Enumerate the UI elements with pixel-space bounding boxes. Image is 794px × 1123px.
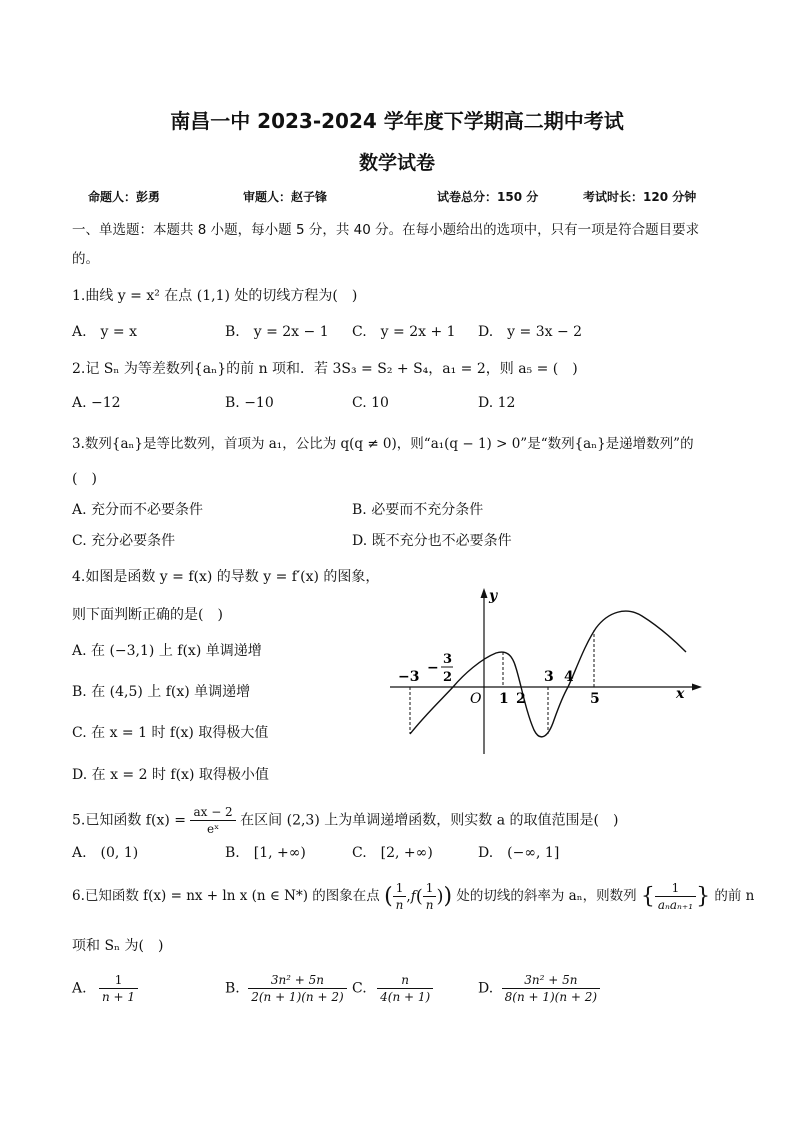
reviewer-info: 审题人：赵子锋 (243, 190, 328, 204)
tick-label-minus3: −3 (398, 669, 420, 685)
question-5-suffix: 在区间 (2,3) 上为单调递增函数，则实数 a 的取值范围是( ) (240, 812, 619, 829)
duration-info: 考试时长：120 分钟 (583, 190, 697, 204)
question-2-text: 2.记 Sₙ 为等差数列{aₙ}的前 n 项和．若 3S₃ = S₂ + S₄，a₁ = 2，则 a₅ = ( ) (72, 361, 578, 377)
question-5-frac-num: ax − 2 (190, 804, 235, 821)
question-6-text-cont: 项和 Sₙ 为( ) (72, 938, 164, 954)
question-4-option-a: A. 在 (−3,1) 上 f(x) 单调递增 (72, 643, 262, 659)
question-2-option-c: C. 10 (352, 395, 389, 411)
question-5-option-a: A. (0, 1) (72, 845, 139, 861)
question-3-option-b: B. 必要而不充分条件 (352, 502, 484, 518)
tick-label-1: 1 (499, 691, 509, 707)
derivative-graph (386, 584, 710, 760)
total-score-info: 试卷总分：150 分 (437, 190, 539, 204)
question-6-option-d: D. $\frac{\text{3n² + 5n}}{8(n + 1)(n + 2)}$ (478, 972, 600, 1005)
question-3-option-a: A. 充分而不必要条件 (72, 502, 204, 518)
y-axis-label: y (489, 588, 498, 604)
question-1-option-b: B. y = 2x − 1 (225, 324, 329, 340)
tick-label-4: 4 (564, 669, 574, 685)
question-5-fraction (190, 804, 235, 837)
question-6-point-x: $\frac{1}{n}$ (393, 880, 407, 913)
question-5-text (72, 804, 618, 837)
question-4-option-d: D. 在 x = 2 时 f(x) 取得极小值 (72, 767, 269, 783)
question-4-option-c: C. 在 x = 1 时 f(x) 取得极大值 (72, 725, 269, 741)
question-3-text-cont: ( ) (72, 471, 97, 487)
question-1-text: 1.曲线 y = x² 在点 (1,1) 处的切线方程为( ) (72, 288, 358, 304)
question-6-sequence: $\frac{1}{\text{aₙaₙ₊₁}}$ (655, 880, 696, 913)
tick-label-2: 2 (516, 691, 526, 707)
tick-label-minus-sign: − (427, 660, 439, 676)
tick-label-3: 3 (544, 669, 554, 685)
question-1-option-d: D. y = 3x − 2 (478, 324, 583, 340)
question-6-suffix: 的前 n (714, 888, 755, 904)
question-2-option-b: B. −10 (225, 395, 274, 411)
question-3-option-c: C. 充分必要条件 (72, 533, 176, 549)
page-subtitle: 数学试卷 (358, 152, 435, 174)
question-6-option-b: B. $\frac{\text{3n² + 5n}}{2(n + 1)(n + 2)}$ (225, 972, 347, 1005)
tick-label-frac-den: 2 (443, 670, 453, 685)
question-1-option-c: C. y = 2x + 1 (352, 324, 456, 340)
question-2-option-a: A. −12 (72, 395, 121, 411)
question-6-prefix: 6.已知函数 f(x) = nx + ln x (n ∈ N*) 的图象在点 (72, 888, 380, 904)
question-6-middle: 处的切线的斜率为 aₙ，则数列 (456, 888, 637, 904)
question-3-option-d: D. 既不充分也不必要条件 (352, 533, 512, 549)
question-5-option-c: C. [2, +∞) (352, 845, 433, 861)
origin-label: O (470, 691, 482, 707)
question-6-option-a: A. $\frac{1}{n + 1}$ (72, 972, 138, 1005)
section-heading-cont: 的。 (72, 251, 99, 267)
tick-label-frac-num: 3 (443, 652, 453, 667)
question-2-option-d: D. 12 (478, 395, 516, 411)
question-3-text: 3.数列{aₙ}是等比数列，首项为 a₁，公比为 q(q ≠ 0)，则“a₁(q − 1) > 0”是“数列{aₙ}是递增数列”的 (72, 436, 694, 452)
tick-label-5: 5 (590, 691, 600, 707)
question-5-frac-den: eˣ (206, 822, 220, 836)
question-5-prefix: 5.已知函数 f(x) = (72, 812, 186, 829)
question-5-option-d: D. (−∞, 1] (478, 845, 560, 861)
question-6-option-c: C. $\frac{n}{4(n + 1)}$ (352, 972, 433, 1005)
question-6-point-y: $\frac{1}{n}$ (423, 880, 437, 913)
question-6-text: 6.已知函数 f(x) = nx + ln x (n ∈ N*) 的图象在点 ( $\frac{1}{n}$ ,f( $\frac{1}{n}$ )) 处的切线的斜率为 aₙ，则数列 { $\frac{1}{\text{aₙaₙ₊₁}}$ } 的前 n (72, 881, 755, 912)
section-heading: 一、单选题：本题共 8 小题，每小题 5 分，共 40 分。在每小题给出的选项中，只有一项是符合题目要求 (72, 222, 700, 238)
question-4-text-cont: 则下面判断正确的是( ) (72, 607, 223, 623)
question-5-option-b: B. [1, +∞) (225, 845, 306, 861)
page-title: 南昌一中 2023-2024 学年度下学期高二期中考试 (170, 109, 624, 133)
y-axis-arrow (481, 588, 488, 598)
x-axis-label: x (676, 686, 685, 702)
question-4-text: 4.如图是函数 y = f(x) 的导数 y = f′(x) 的图象， (72, 569, 380, 585)
question-4-option-b: B. 在 (4,5) 上 f(x) 单调递增 (72, 684, 251, 700)
x-axis-arrow (692, 684, 702, 691)
author-info: 命题人：彭勇 (88, 190, 161, 204)
question-1-option-a: A. y = x (72, 324, 137, 340)
